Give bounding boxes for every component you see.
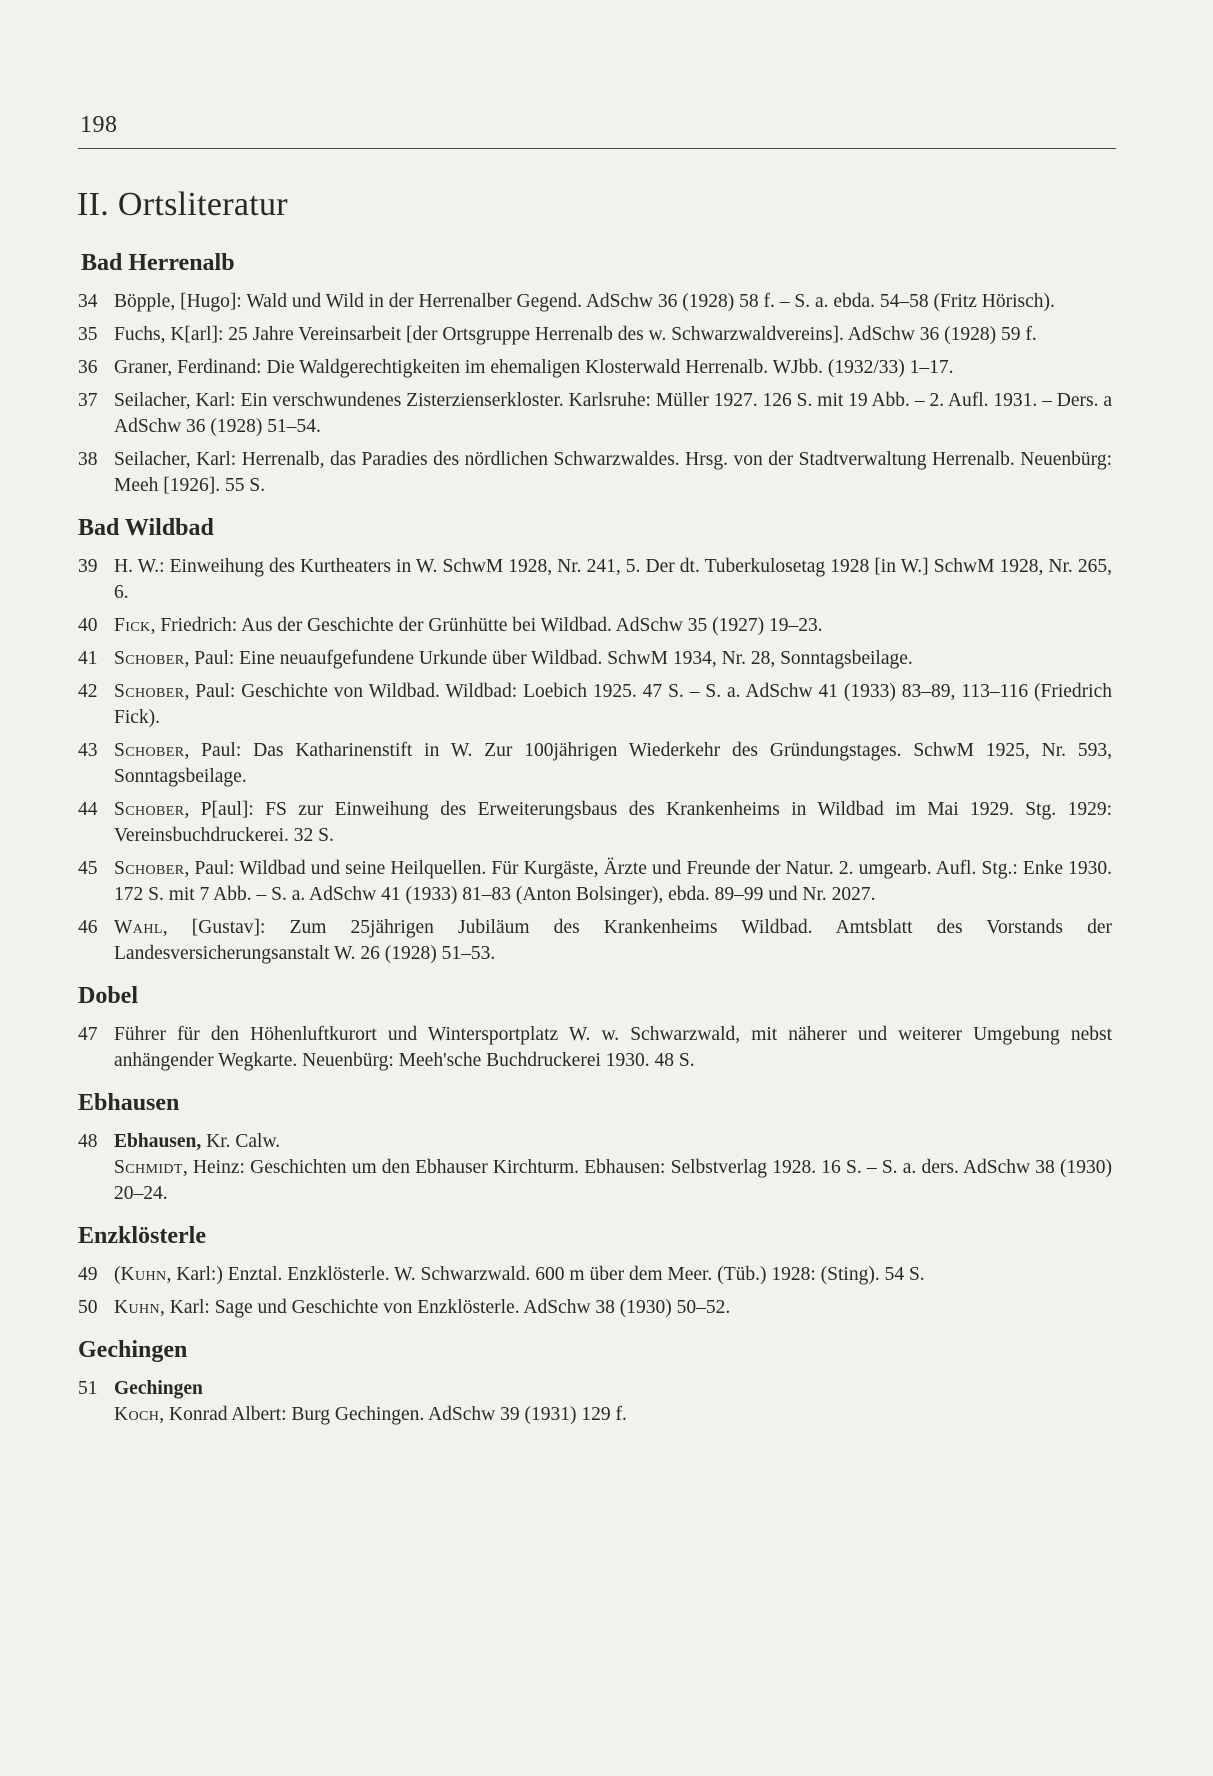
bibliography-entry bbox=[78, 613, 1112, 639]
section bbox=[78, 250, 1112, 499]
entry-text bbox=[114, 1376, 1112, 1428]
entry-author: Schmidt bbox=[114, 1157, 183, 1178]
entry-number: 42 bbox=[78, 681, 98, 702]
entry-text bbox=[114, 797, 1112, 849]
entry-number: 34 bbox=[78, 291, 98, 312]
entry-text bbox=[114, 554, 1112, 606]
entry-text bbox=[114, 738, 1112, 790]
entry-author: Schober bbox=[114, 648, 185, 669]
entry-heading: Gechingen bbox=[114, 1378, 203, 1399]
entry-body: , Paul: Wildbad und seine Heilquellen. Für Kurgäste, Ärzte und Freunde der Natur. 2. umgearb. Aufl. Stg.: Enke 1930. 172 S. mit 7 Abb. – S. a. AdSchw 41 (1933) 81–83 (Anton Bolsinger), ebda. 89–99 und Nr. 2027. bbox=[114, 858, 1112, 905]
entry-body: H. W.: Einweihung des Kurtheaters in W. SchwM 1928, Nr. 241, 5. Der dt. Tuberkulosetag 1928 [in W.] SchwM 1928, Nr. 265, 6. bbox=[114, 556, 1112, 603]
bibliography-entry bbox=[78, 1295, 1112, 1321]
header-rule bbox=[78, 148, 1116, 149]
entry-heading-rest: Kr. Calw. bbox=[201, 1131, 281, 1152]
entry-body: Führer für den Höhenluftkurort und Wintersportplatz W. w. Schwarzwald, mit näherer und weiterer Umgebung nebst anhängender Wegkarte. Neuenbürg: Meeh'sche Buchdruckerei 1930. 48 S. bbox=[114, 1024, 1112, 1071]
entry-text bbox=[114, 856, 1112, 908]
bibliography-entry bbox=[78, 1376, 1112, 1428]
bibliography-entry bbox=[78, 915, 1112, 967]
entry-number: 35 bbox=[78, 324, 98, 345]
page-number: 198 bbox=[80, 112, 118, 138]
bibliography-entry bbox=[78, 646, 1112, 672]
section-title: Ebhausen bbox=[78, 1090, 180, 1116]
entry-author: Fick bbox=[114, 615, 151, 636]
entry-number: 44 bbox=[78, 799, 98, 820]
entry-text bbox=[114, 679, 1112, 731]
bibliography-entry bbox=[78, 1022, 1112, 1074]
entry-body: , Friedrich: Aus der Geschichte der Grünhütte bei Wildbad. AdSchw 35 (1927) 19–23. bbox=[150, 615, 823, 636]
entry-number: 51 bbox=[78, 1378, 98, 1399]
section-title: Dobel bbox=[78, 983, 138, 1009]
entry-author: Schober bbox=[114, 799, 185, 820]
section-title: Gechingen bbox=[78, 1337, 188, 1363]
entry-body: , P[aul]: FS zur Einweihung des Erweiterungsbaus des Krankenheims in Wildbad im Mai 1929. Stg. 1929: Vereinsbuchdruckerei. 32 S. bbox=[114, 799, 1112, 846]
entry-text bbox=[114, 1262, 1112, 1288]
section bbox=[78, 983, 1112, 1074]
entry-heading: Ebhausen, bbox=[114, 1131, 202, 1152]
bibliography-entry bbox=[78, 447, 1112, 499]
entry-number: 46 bbox=[78, 917, 98, 938]
entry-body: Seilacher, Karl: Herrenalb, das Paradies des nördlichen Schwarzwaldes. Hrsg. von der Stadtverwaltung Herrenalb. Neuenbürg: Meeh [1926]. 55 S. bbox=[114, 449, 1112, 496]
entry-text bbox=[114, 613, 1112, 639]
entry-prefix: ( bbox=[114, 1264, 121, 1285]
entry-body: , Paul: Geschichte von Wildbad. Wildbad: Loebich 1925. 47 S. – S. a. AdSchw 41 (1933) 83–89, 113–116 (Friedrich Fick). bbox=[114, 681, 1112, 728]
entry-text bbox=[114, 646, 1112, 672]
entry-text bbox=[114, 1129, 1112, 1207]
entry-body: Böpple, [Hugo]: Wald und Wild in der Herrenalber Gegend. AdSchw 36 (1928) 58 f. – S. a. ebda. 54–58 (Fritz Hörisch). bbox=[114, 291, 1055, 312]
entry-subline bbox=[114, 1402, 1112, 1428]
entry-number: 39 bbox=[78, 556, 98, 577]
section-title: Enzklösterle bbox=[78, 1223, 206, 1249]
section bbox=[78, 1337, 1112, 1428]
bibliography-entry bbox=[78, 738, 1112, 790]
entry-number: 43 bbox=[78, 740, 98, 761]
entry-body: Fuchs, K[arl]: 25 Jahre Vereinsarbeit [der Ortsgruppe Herrenalb des w. Schwarzwaldvereins]. AdSchw 36 (1928) 59 f. bbox=[114, 324, 1037, 345]
entry-text bbox=[114, 1022, 1112, 1074]
bibliography-entry bbox=[78, 322, 1112, 348]
entry-subline bbox=[114, 1155, 1112, 1207]
entry-body: Seilacher, Karl: Ein verschwundenes Zisterzienserkloster. Karlsruhe: Müller 1927. 126 S. mit 19 Abb. – 2. Aufl. 1931. – Ders. a AdSchw 36 (1928) 51–54. bbox=[114, 390, 1112, 437]
section-title: Bad Wildbad bbox=[78, 515, 214, 541]
bibliography-entry bbox=[78, 355, 1112, 381]
entry-heading-line bbox=[114, 1129, 1112, 1155]
entry-body: , Heinz: Geschichten um den Ebhauser Kirchturm. Ebhausen: Selbstverlag 1928. 16 S. – S. a. ders. AdSchw 38 (1930) 20–24. bbox=[114, 1157, 1112, 1204]
entry-number: 38 bbox=[78, 449, 98, 470]
entry-number: 41 bbox=[78, 648, 98, 669]
entry-number: 47 bbox=[78, 1024, 98, 1045]
entry-author: Wahl bbox=[114, 917, 163, 938]
entry-text bbox=[114, 388, 1112, 440]
entry-author: Schober bbox=[114, 858, 185, 879]
entry-number: 36 bbox=[78, 357, 98, 378]
bibliography-entry bbox=[78, 797, 1112, 849]
entry-text bbox=[114, 915, 1112, 967]
entry-author: Kuhn bbox=[120, 1264, 167, 1285]
entry-number: 49 bbox=[78, 1264, 98, 1285]
entry-body: , [Gustav]: Zum 25jährigen Jubiläum des Krankenheims Wildbad. Amtsblatt des Vorstands der Landesversicherungsanstalt W. 26 (1928) 51–53. bbox=[114, 917, 1112, 964]
entry-text bbox=[114, 447, 1112, 499]
bibliography-entry bbox=[78, 856, 1112, 908]
chapter-title: II. Ortsliteratur bbox=[77, 186, 288, 223]
entry-body: , Karl: Sage und Geschichte von Enzklösterle. AdSchw 38 (1930) 50–52. bbox=[160, 1297, 731, 1318]
entry-body: , Konrad Albert: Burg Gechingen. AdSchw 39 (1931) 129 f. bbox=[159, 1404, 627, 1425]
entry-heading-line bbox=[114, 1376, 1112, 1402]
bibliography-entry bbox=[78, 1129, 1112, 1207]
bibliography-entry bbox=[78, 1262, 1112, 1288]
entry-author: Kuhn bbox=[114, 1297, 161, 1318]
entry-number: 50 bbox=[78, 1297, 98, 1318]
entry-number: 40 bbox=[78, 615, 98, 636]
entry-text bbox=[114, 355, 1112, 381]
bibliography-content bbox=[78, 250, 1112, 1444]
bibliography-entry bbox=[78, 554, 1112, 606]
entry-text bbox=[114, 289, 1112, 315]
entry-body: , Karl:) Enztal. Enzklösterle. W. Schwarzwald. 600 m über dem Meer. (Tüb.) 1928: (Sting). 54 S. bbox=[166, 1264, 925, 1285]
section bbox=[78, 515, 1112, 967]
entry-author: Schober bbox=[114, 740, 185, 761]
entry-number: 45 bbox=[78, 858, 98, 879]
entry-number: 48 bbox=[78, 1131, 98, 1152]
entry-number: 37 bbox=[78, 390, 98, 411]
section bbox=[78, 1223, 1112, 1321]
entry-text bbox=[114, 1295, 1112, 1321]
bibliography-entry bbox=[78, 679, 1112, 731]
entry-text bbox=[114, 322, 1112, 348]
entry-author: Schober bbox=[114, 681, 185, 702]
entry-body: , Paul: Das Katharinenstift in W. Zur 100jährigen Wiederkehr des Gründungstages. SchwM 1925, Nr. 593, Sonntagsbeilage. bbox=[114, 740, 1112, 787]
bibliography-entry bbox=[78, 388, 1112, 440]
section-title: Bad Herrenalb bbox=[81, 250, 235, 276]
bibliography-entry bbox=[78, 289, 1112, 315]
section bbox=[78, 1090, 1112, 1207]
entry-body: Graner, Ferdinand: Die Waldgerechtigkeiten im ehemaligen Klosterwald Herrenalb. WJbb. (1932/33) 1–17. bbox=[114, 357, 954, 378]
entry-body: , Paul: Eine neuaufgefundene Urkunde über Wildbad. SchwM 1934, Nr. 28, Sonntagsbeilage. bbox=[184, 648, 913, 669]
entry-author: Koch bbox=[114, 1404, 160, 1425]
